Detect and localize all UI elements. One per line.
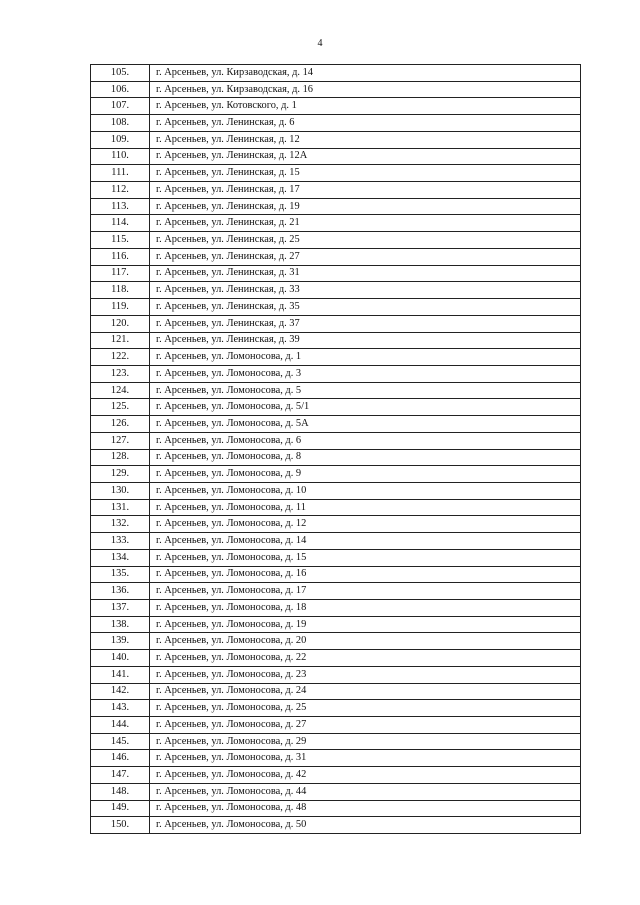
row-number: 133.	[91, 533, 150, 550]
table-row	[91, 182, 581, 199]
address-cell: г. Арсеньев, ул. Ломоносова, д. 44	[150, 783, 581, 800]
table-row	[91, 248, 581, 265]
table-row	[91, 533, 581, 550]
address-cell: г. Арсеньев, ул. Ленинская, д. 39	[150, 332, 581, 349]
table-row	[91, 315, 581, 332]
address-cell: г. Арсеньев, ул. Ленинская, д. 12	[150, 131, 581, 148]
table-row	[91, 215, 581, 232]
address-cell: г. Арсеньев, ул. Ломоносова, д. 5	[150, 382, 581, 399]
table-row	[91, 332, 581, 349]
table-row	[91, 733, 581, 750]
row-number: 119.	[91, 299, 150, 316]
table-row	[91, 382, 581, 399]
table-row	[91, 466, 581, 483]
table-row	[91, 600, 581, 617]
table-row	[91, 549, 581, 566]
address-table	[90, 64, 581, 834]
address-table-body	[91, 65, 581, 834]
address-cell: г. Арсеньев, ул. Ленинская, д. 12А	[150, 148, 581, 165]
address-cell: г. Арсеньев, ул. Кирзаводская, д. 14	[150, 65, 581, 82]
table-row	[91, 198, 581, 215]
table-row	[91, 817, 581, 834]
address-cell: г. Арсеньев, ул. Ломоносова, д. 17	[150, 583, 581, 600]
row-number: 138.	[91, 616, 150, 633]
row-number: 110.	[91, 148, 150, 165]
address-cell: г. Арсеньев, ул. Ломоносова, д. 11	[150, 499, 581, 516]
row-number: 140.	[91, 650, 150, 667]
row-number: 127.	[91, 432, 150, 449]
table-row	[91, 482, 581, 499]
address-cell: г. Арсеньев, ул. Ломоносова, д. 42	[150, 767, 581, 784]
row-number: 131.	[91, 499, 150, 516]
table-row	[91, 616, 581, 633]
address-cell: г. Арсеньев, ул. Ломоносова, д. 14	[150, 533, 581, 550]
row-number: 115.	[91, 232, 150, 249]
address-cell: г. Арсеньев, ул. Ломоносова, д. 6	[150, 432, 581, 449]
address-cell: г. Арсеньев, ул. Ломоносова, д. 24	[150, 683, 581, 700]
table-row	[91, 800, 581, 817]
address-cell: г. Арсеньев, ул. Ленинская, д. 33	[150, 282, 581, 299]
table-row	[91, 98, 581, 115]
table-row	[91, 65, 581, 82]
row-number: 128.	[91, 449, 150, 466]
address-cell: г. Арсеньев, ул. Ломоносова, д. 18	[150, 600, 581, 617]
row-number: 106.	[91, 81, 150, 98]
address-cell: г. Арсеньев, ул. Ломоносова, д. 8	[150, 449, 581, 466]
address-cell: г. Арсеньев, ул. Ломоносова, д. 20	[150, 633, 581, 650]
address-cell: г. Арсеньев, ул. Ленинская, д. 25	[150, 232, 581, 249]
address-cell: г. Арсеньев, ул. Ломоносова, д. 10	[150, 482, 581, 499]
page-number: 4	[317, 38, 323, 49]
address-cell: г. Арсеньев, ул. Ломоносова, д. 19	[150, 616, 581, 633]
row-number: 147.	[91, 767, 150, 784]
address-cell: г. Арсеньев, ул. Ленинская, д. 35	[150, 299, 581, 316]
address-cell: г. Арсеньев, ул. Ленинская, д. 17	[150, 182, 581, 199]
row-number: 124.	[91, 382, 150, 399]
row-number: 105.	[91, 65, 150, 82]
row-number: 120.	[91, 315, 150, 332]
row-number: 107.	[91, 98, 150, 115]
row-number: 134.	[91, 549, 150, 566]
address-cell: г. Арсеньев, ул. Ленинская, д. 31	[150, 265, 581, 282]
row-number: 108.	[91, 115, 150, 132]
table-row	[91, 299, 581, 316]
table-row	[91, 750, 581, 767]
table-row	[91, 666, 581, 683]
row-number: 150.	[91, 817, 150, 834]
address-cell: г. Арсеньев, ул. Ломоносова, д. 15	[150, 549, 581, 566]
table-row	[91, 432, 581, 449]
row-number: 122.	[91, 349, 150, 366]
row-number: 129.	[91, 466, 150, 483]
table-row	[91, 783, 581, 800]
table-row	[91, 633, 581, 650]
table-row	[91, 650, 581, 667]
row-number: 146.	[91, 750, 150, 767]
row-number: 130.	[91, 482, 150, 499]
address-cell: г. Арсеньев, ул. Ломоносова, д. 5/1	[150, 399, 581, 416]
row-number: 143.	[91, 700, 150, 717]
row-number: 123.	[91, 365, 150, 382]
row-number: 136.	[91, 583, 150, 600]
row-number: 148.	[91, 783, 150, 800]
row-number: 137.	[91, 600, 150, 617]
table-row	[91, 115, 581, 132]
row-number: 118.	[91, 282, 150, 299]
address-cell: г. Арсеньев, ул. Котовского, д. 1	[150, 98, 581, 115]
table-row	[91, 282, 581, 299]
table-row	[91, 131, 581, 148]
address-cell: г. Арсеньев, ул. Ломоносова, д. 16	[150, 566, 581, 583]
address-cell: г. Арсеньев, ул. Ленинская, д. 6	[150, 115, 581, 132]
row-number: 125.	[91, 399, 150, 416]
table-row	[91, 399, 581, 416]
table-row	[91, 683, 581, 700]
address-cell: г. Арсеньев, ул. Ломоносова, д. 5А	[150, 416, 581, 433]
table-row	[91, 767, 581, 784]
row-number: 126.	[91, 416, 150, 433]
table-row	[91, 349, 581, 366]
table-row	[91, 583, 581, 600]
address-cell: г. Арсеньев, ул. Ломоносова, д. 25	[150, 700, 581, 717]
row-number: 142.	[91, 683, 150, 700]
row-number: 132.	[91, 516, 150, 533]
address-cell: г. Арсеньев, ул. Ленинская, д. 27	[150, 248, 581, 265]
table-row	[91, 165, 581, 182]
address-cell: г. Арсеньев, ул. Ломоносова, д. 48	[150, 800, 581, 817]
row-number: 111.	[91, 165, 150, 182]
table-row	[91, 449, 581, 466]
address-cell: г. Арсеньев, ул. Ленинская, д. 37	[150, 315, 581, 332]
address-cell: г. Арсеньев, ул. Ломоносова, д. 23	[150, 666, 581, 683]
table-row	[91, 700, 581, 717]
row-number: 121.	[91, 332, 150, 349]
row-number: 149.	[91, 800, 150, 817]
table-row	[91, 365, 581, 382]
table-row	[91, 265, 581, 282]
row-number: 135.	[91, 566, 150, 583]
address-cell: г. Арсеньев, ул. Ленинская, д. 21	[150, 215, 581, 232]
row-number: 144.	[91, 717, 150, 734]
address-cell: г. Арсеньев, ул. Ломоносова, д. 1	[150, 349, 581, 366]
row-number: 116.	[91, 248, 150, 265]
address-cell: г. Арсеньев, ул. Кирзаводская, д. 16	[150, 81, 581, 98]
address-cell: г. Арсеньев, ул. Ленинская, д. 19	[150, 198, 581, 215]
row-number: 109.	[91, 131, 150, 148]
table-row	[91, 416, 581, 433]
row-number: 114.	[91, 215, 150, 232]
address-cell: г. Арсеньев, ул. Ломоносова, д. 27	[150, 717, 581, 734]
row-number: 139.	[91, 633, 150, 650]
table-row	[91, 499, 581, 516]
table-row	[91, 717, 581, 734]
row-number: 112.	[91, 182, 150, 199]
address-cell: г. Арсеньев, ул. Ломоносова, д. 22	[150, 650, 581, 667]
row-number: 145.	[91, 733, 150, 750]
table-row	[91, 516, 581, 533]
table-row	[91, 148, 581, 165]
table-row	[91, 566, 581, 583]
address-cell: г. Арсеньев, ул. Ломоносова, д. 50	[150, 817, 581, 834]
address-cell: г. Арсеньев, ул. Ломоносова, д. 31	[150, 750, 581, 767]
address-cell: г. Арсеньев, ул. Ломоносова, д. 9	[150, 466, 581, 483]
table-row	[91, 232, 581, 249]
row-number: 117.	[91, 265, 150, 282]
address-cell: г. Арсеньев, ул. Ломоносова, д. 12	[150, 516, 581, 533]
address-cell: г. Арсеньев, ул. Ломоносова, д. 3	[150, 365, 581, 382]
row-number: 141.	[91, 666, 150, 683]
row-number: 113.	[91, 198, 150, 215]
table-row	[91, 81, 581, 98]
address-cell: г. Арсеньев, ул. Ленинская, д. 15	[150, 165, 581, 182]
address-cell: г. Арсеньев, ул. Ломоносова, д. 29	[150, 733, 581, 750]
